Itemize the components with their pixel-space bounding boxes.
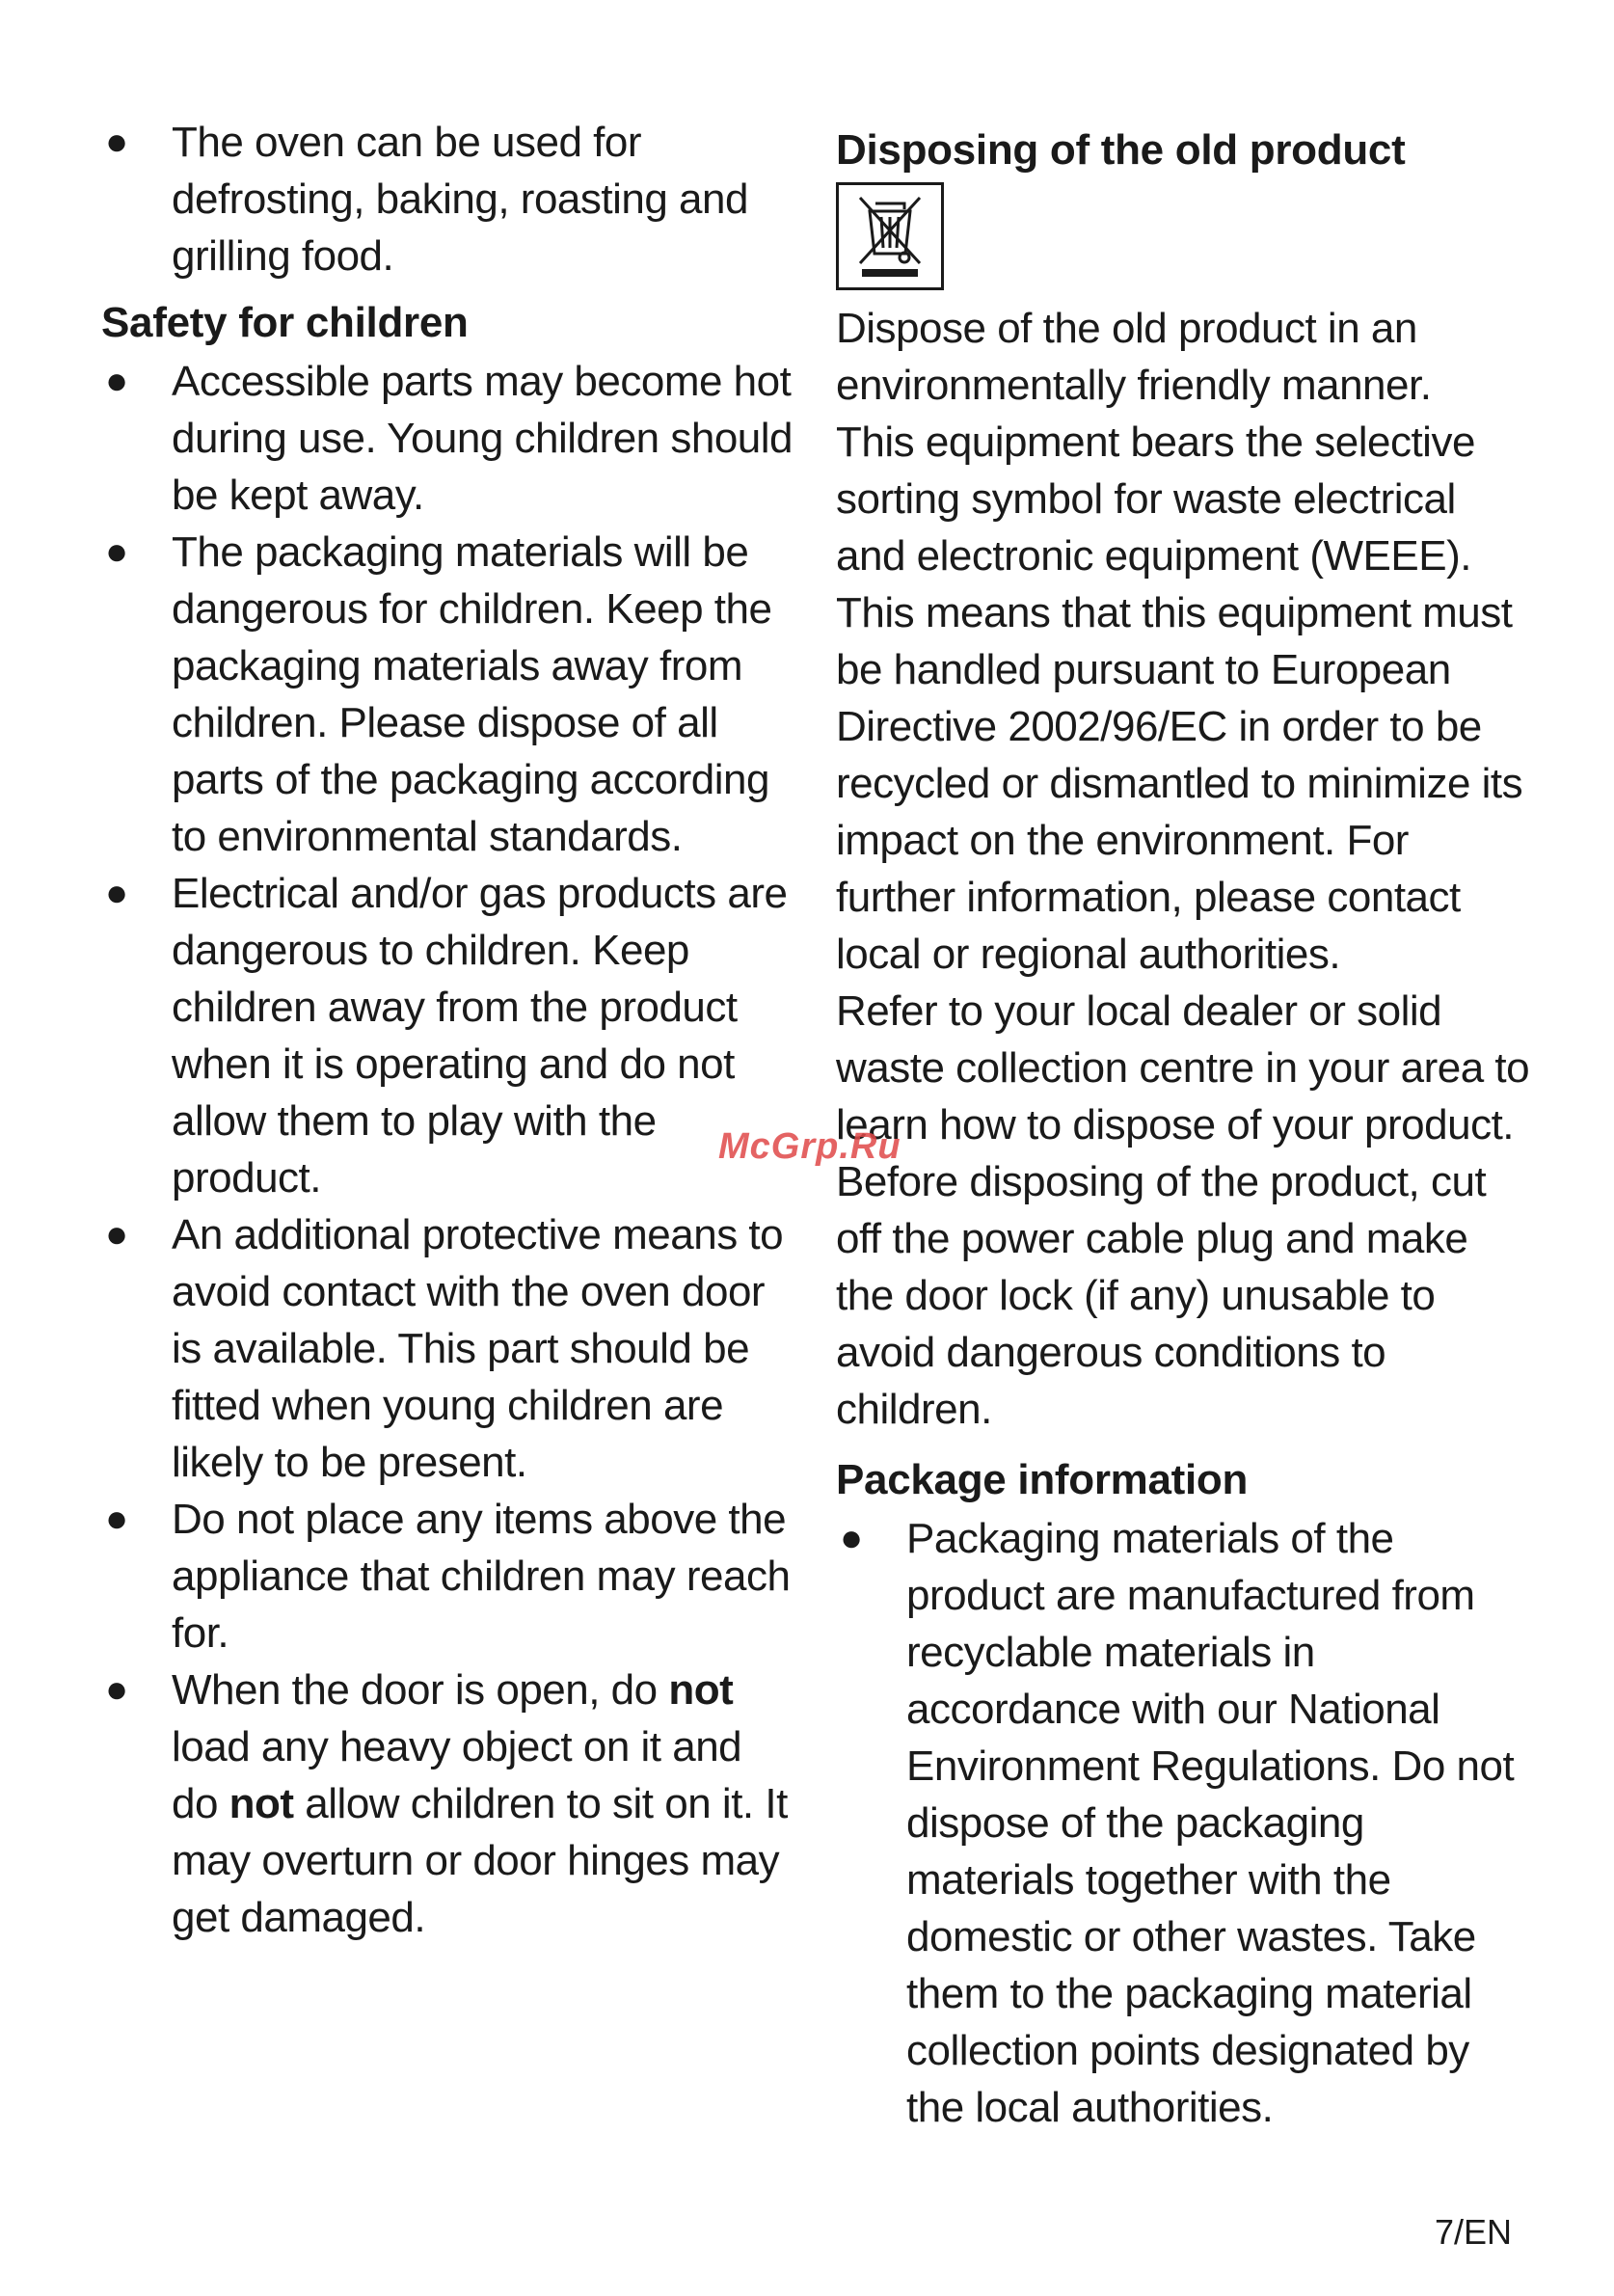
disposing-paragraph: This equipment bears the selective sorting symbol for waste electrical and electronic equipment (WEEE). bbox=[836, 419, 1475, 580]
list-item bbox=[101, 524, 795, 865]
safety-list bbox=[101, 353, 795, 1946]
list-item bbox=[101, 114, 795, 284]
disposing-paragraph: Refer to your local dealer or solid waste collection centre in your area to learn how to dispose of your product. bbox=[836, 987, 1530, 1148]
left-column bbox=[101, 114, 795, 1946]
package-heading: Package information bbox=[836, 1456, 1249, 1503]
watermark: McGrp.Ru bbox=[718, 1126, 901, 1167]
door-warning-item bbox=[101, 1661, 795, 1946]
list-item bbox=[101, 1206, 795, 1491]
intro-list bbox=[101, 114, 795, 284]
list-item-text: Electrical and/or gas products are dangerous to children. Keep children away from the product when it is operating and do not allow them to play with the product. bbox=[172, 870, 788, 1202]
door-text-3: allow children to sit on it. It may overturn or door hinges may get damaged. bbox=[172, 1780, 788, 1941]
bullet-icon: ● bbox=[105, 360, 128, 402]
bullet-icon: ● bbox=[105, 872, 128, 914]
list-item-text: Do not place any items above the appliance that children may reach for. bbox=[172, 1496, 791, 1657]
door-bold-not-1: not bbox=[668, 1666, 734, 1714]
list-item bbox=[836, 1510, 1530, 2136]
crossed-out-wheelie-bin-icon bbox=[836, 182, 944, 290]
bullet-icon: ● bbox=[105, 1213, 128, 1256]
door-text-2: load any heavy object on it and do bbox=[172, 1723, 742, 1827]
right-column bbox=[836, 122, 1530, 2136]
bullet-icon: ● bbox=[105, 1668, 128, 1711]
list-item bbox=[101, 865, 795, 1206]
package-list bbox=[836, 1510, 1530, 2136]
list-item-text: Accessible parts may become hot during use. Young children should be kept away. bbox=[172, 358, 794, 519]
door-text-1: When the door is open, do bbox=[172, 1666, 669, 1714]
safety-heading: Safety for children bbox=[101, 299, 469, 346]
disposing-paragraph: This means that this equipment must be handled pursuant to European Directive 2002/96/EC in order to be recycled or dismantled to minimize its impact on the environment. For further information, please contact local or regional authorities. bbox=[836, 589, 1523, 978]
bullet-icon: ● bbox=[105, 121, 128, 163]
bullet-icon: ● bbox=[105, 1498, 128, 1540]
bullet-icon: ● bbox=[105, 530, 128, 573]
page-number: 7/EN bbox=[1434, 2212, 1512, 2252]
list-item bbox=[101, 1491, 795, 1661]
list-item-text: An additional protective means to avoid contact with the oven door is available. This part should be fitted when young children are likely to be present. bbox=[172, 1211, 784, 1486]
door-bold-not-2: not bbox=[229, 1780, 294, 1827]
list-item-text: The oven can be used for defrosting, baking, roasting and grilling food. bbox=[172, 119, 748, 280]
list-item-text: The packaging materials will be dangerous for children. Keep the packaging materials away from children. Please dispose of all parts of the packaging according to environmental standards. bbox=[172, 528, 772, 860]
bullet-icon: ● bbox=[840, 1517, 863, 1559]
list-item-text: Packaging materials of the product are manufactured from recyclable materials in accordance with our National Environment Regulations. Do not dispose of the packaging materials together with the domestic or other wastes. Take them to the packaging material collection points designated by the local authorities. bbox=[906, 1515, 1515, 2131]
list-item bbox=[101, 353, 795, 524]
disposing-heading: Disposing of the old product bbox=[836, 126, 1406, 174]
disposing-paragraph: Before disposing of the product, cut off the power cable plug and make the door lock (if any) unusable to avoid dangerous conditions to children. bbox=[836, 1158, 1487, 1433]
disposing-paragraph: Dispose of the old product in an environmentally friendly manner. bbox=[836, 305, 1432, 409]
